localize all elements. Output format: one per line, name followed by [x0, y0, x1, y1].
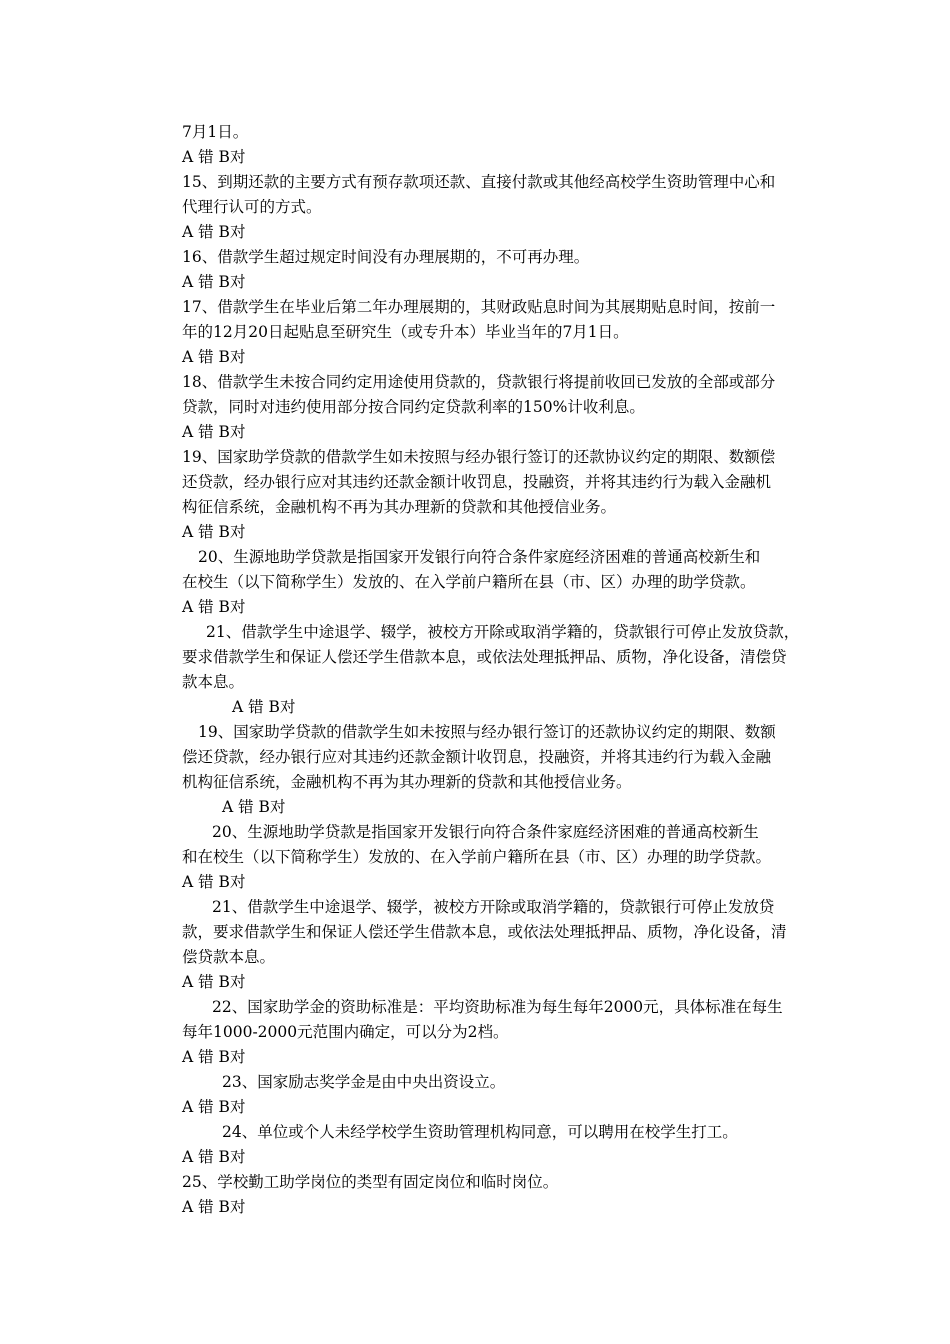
question-text-line: 23、国家励志奖学金是由中央出资设立。 — [222, 1073, 506, 1091]
question-text-line: 年的12月20日起贴息至研究生（或专升本）毕业当年的7月1日。 — [182, 323, 629, 341]
answer-options: A 错 B对 — [182, 598, 246, 616]
question-text-line: 和在校生（以下简称学生）发放的、在入学前户籍所在县（市、区）办理的助学贷款。 — [182, 848, 772, 866]
question-text-line: 15、到期还款的主要方式有预存款项还款、直接付款或其他经高校学生资助管理中心和 — [182, 173, 776, 191]
answer-options: A 错 B对 — [182, 1198, 246, 1216]
answer-options: A 错 B对 — [182, 223, 246, 241]
answer-options: A 错 B对 — [182, 1098, 246, 1116]
question-text-line: 7月1日。 — [182, 123, 249, 141]
answer-options: A 错 B对 — [182, 148, 246, 166]
answer-options: A 错 B对 — [182, 523, 246, 541]
question-text-line: 25、学校勤工助学岗位的类型有固定岗位和临时岗位。 — [182, 1173, 559, 1191]
question-text-line: 24、单位或个人未经学校学生资助管理机构同意，可以聘用在校学生打工。 — [222, 1123, 738, 1141]
question-text-line: 21、借款学生中途退学、辍学，被校方开除或取消学籍的，贷款银行可停止发放贷款， — [206, 623, 800, 641]
question-text-line: 构征信系统，金融机构不再为其办理新的贷款和其他授信业务。 — [182, 498, 617, 516]
question-text-line: 代理行认可的方式。 — [182, 198, 322, 216]
document-body — [182, 120, 812, 1220]
question-text-line: 偿还贷款，经办银行应对其违约还款金额计收罚息，投融资，并将其违约行为载入金融 — [182, 748, 772, 766]
question-text-line: 17、借款学生在毕业后第二年办理展期的，其财政贴息时间为其展期贴息时间，按前一 — [182, 298, 776, 316]
answer-options: A 错 B对 — [182, 1048, 246, 1066]
question-text-line: 要求借款学生和保证人偿还学生借款本息，或依法处理抵押品、质物，净化设备，清偿贷 — [182, 648, 787, 666]
question-text-line: 贷款，同时对违约使用部分按合同约定贷款利率的150%计收利息。 — [182, 398, 645, 416]
answer-options: A 错 B对 — [182, 348, 246, 366]
question-text-line: 还贷款，经办银行应对其违约还款金额计收罚息，投融资，并将其违约行为载入金融机 — [182, 473, 772, 491]
answer-options: A 错 B对 — [232, 698, 296, 716]
question-text-line: 机构征信系统，金融机构不再为其办理新的贷款和其他授信业务。 — [182, 773, 632, 791]
answer-options: A 错 B对 — [182, 1148, 246, 1166]
answer-options: A 错 B对 — [222, 798, 286, 816]
question-text-line: 款，要求借款学生和保证人偿还学生借款本息，或依法处理抵押品、质物，净化设备，清 — [182, 923, 787, 941]
question-text-line: 在校生（以下简称学生）发放的、在入学前户籍所在县（市、区）办理的助学贷款。 — [182, 573, 756, 591]
question-text-line: 款本息。 — [182, 673, 245, 691]
question-text-line: 16、借款学生超过规定时间没有办理展期的，不可再办理。 — [182, 248, 590, 266]
question-text-line: 18、借款学生未按合同约定用途使用贷款的，贷款银行将提前收回已发放的全部或部分 — [182, 373, 776, 391]
question-text-line: 22、国家助学金的资助标准是：平均资助标准为每生每年2000元，具体标准在每生 — [212, 998, 783, 1016]
question-text-line: 20、生源地助学贷款是指国家开发银行向符合条件家庭经济困难的普通高校新生和 — [198, 548, 761, 566]
question-text-line: 每年1000-2000元范围内确定，可以分为2档。 — [182, 1023, 509, 1041]
question-text-line: 21、借款学生中途退学、辍学，被校方开除或取消学籍的，贷款银行可停止发放贷 — [212, 898, 775, 916]
question-text-line: 偿贷款本息。 — [182, 948, 276, 966]
answer-options: A 错 B对 — [182, 273, 246, 291]
question-text-line: 19、国家助学贷款的借款学生如未按照与经办银行签订的还款协议约定的期限、数额偿 — [182, 448, 776, 466]
question-text-line: 20、生源地助学贷款是指国家开发银行向符合条件家庭经济困难的普通高校新生 — [212, 823, 759, 841]
answer-options: A 错 B对 — [182, 873, 246, 891]
answer-options: A 错 B对 — [182, 423, 246, 441]
question-text-line: 19、国家助学贷款的借款学生如未按照与经办银行签订的还款协议约定的期限、数额 — [198, 723, 776, 741]
answer-options: A 错 B对 — [182, 973, 246, 991]
